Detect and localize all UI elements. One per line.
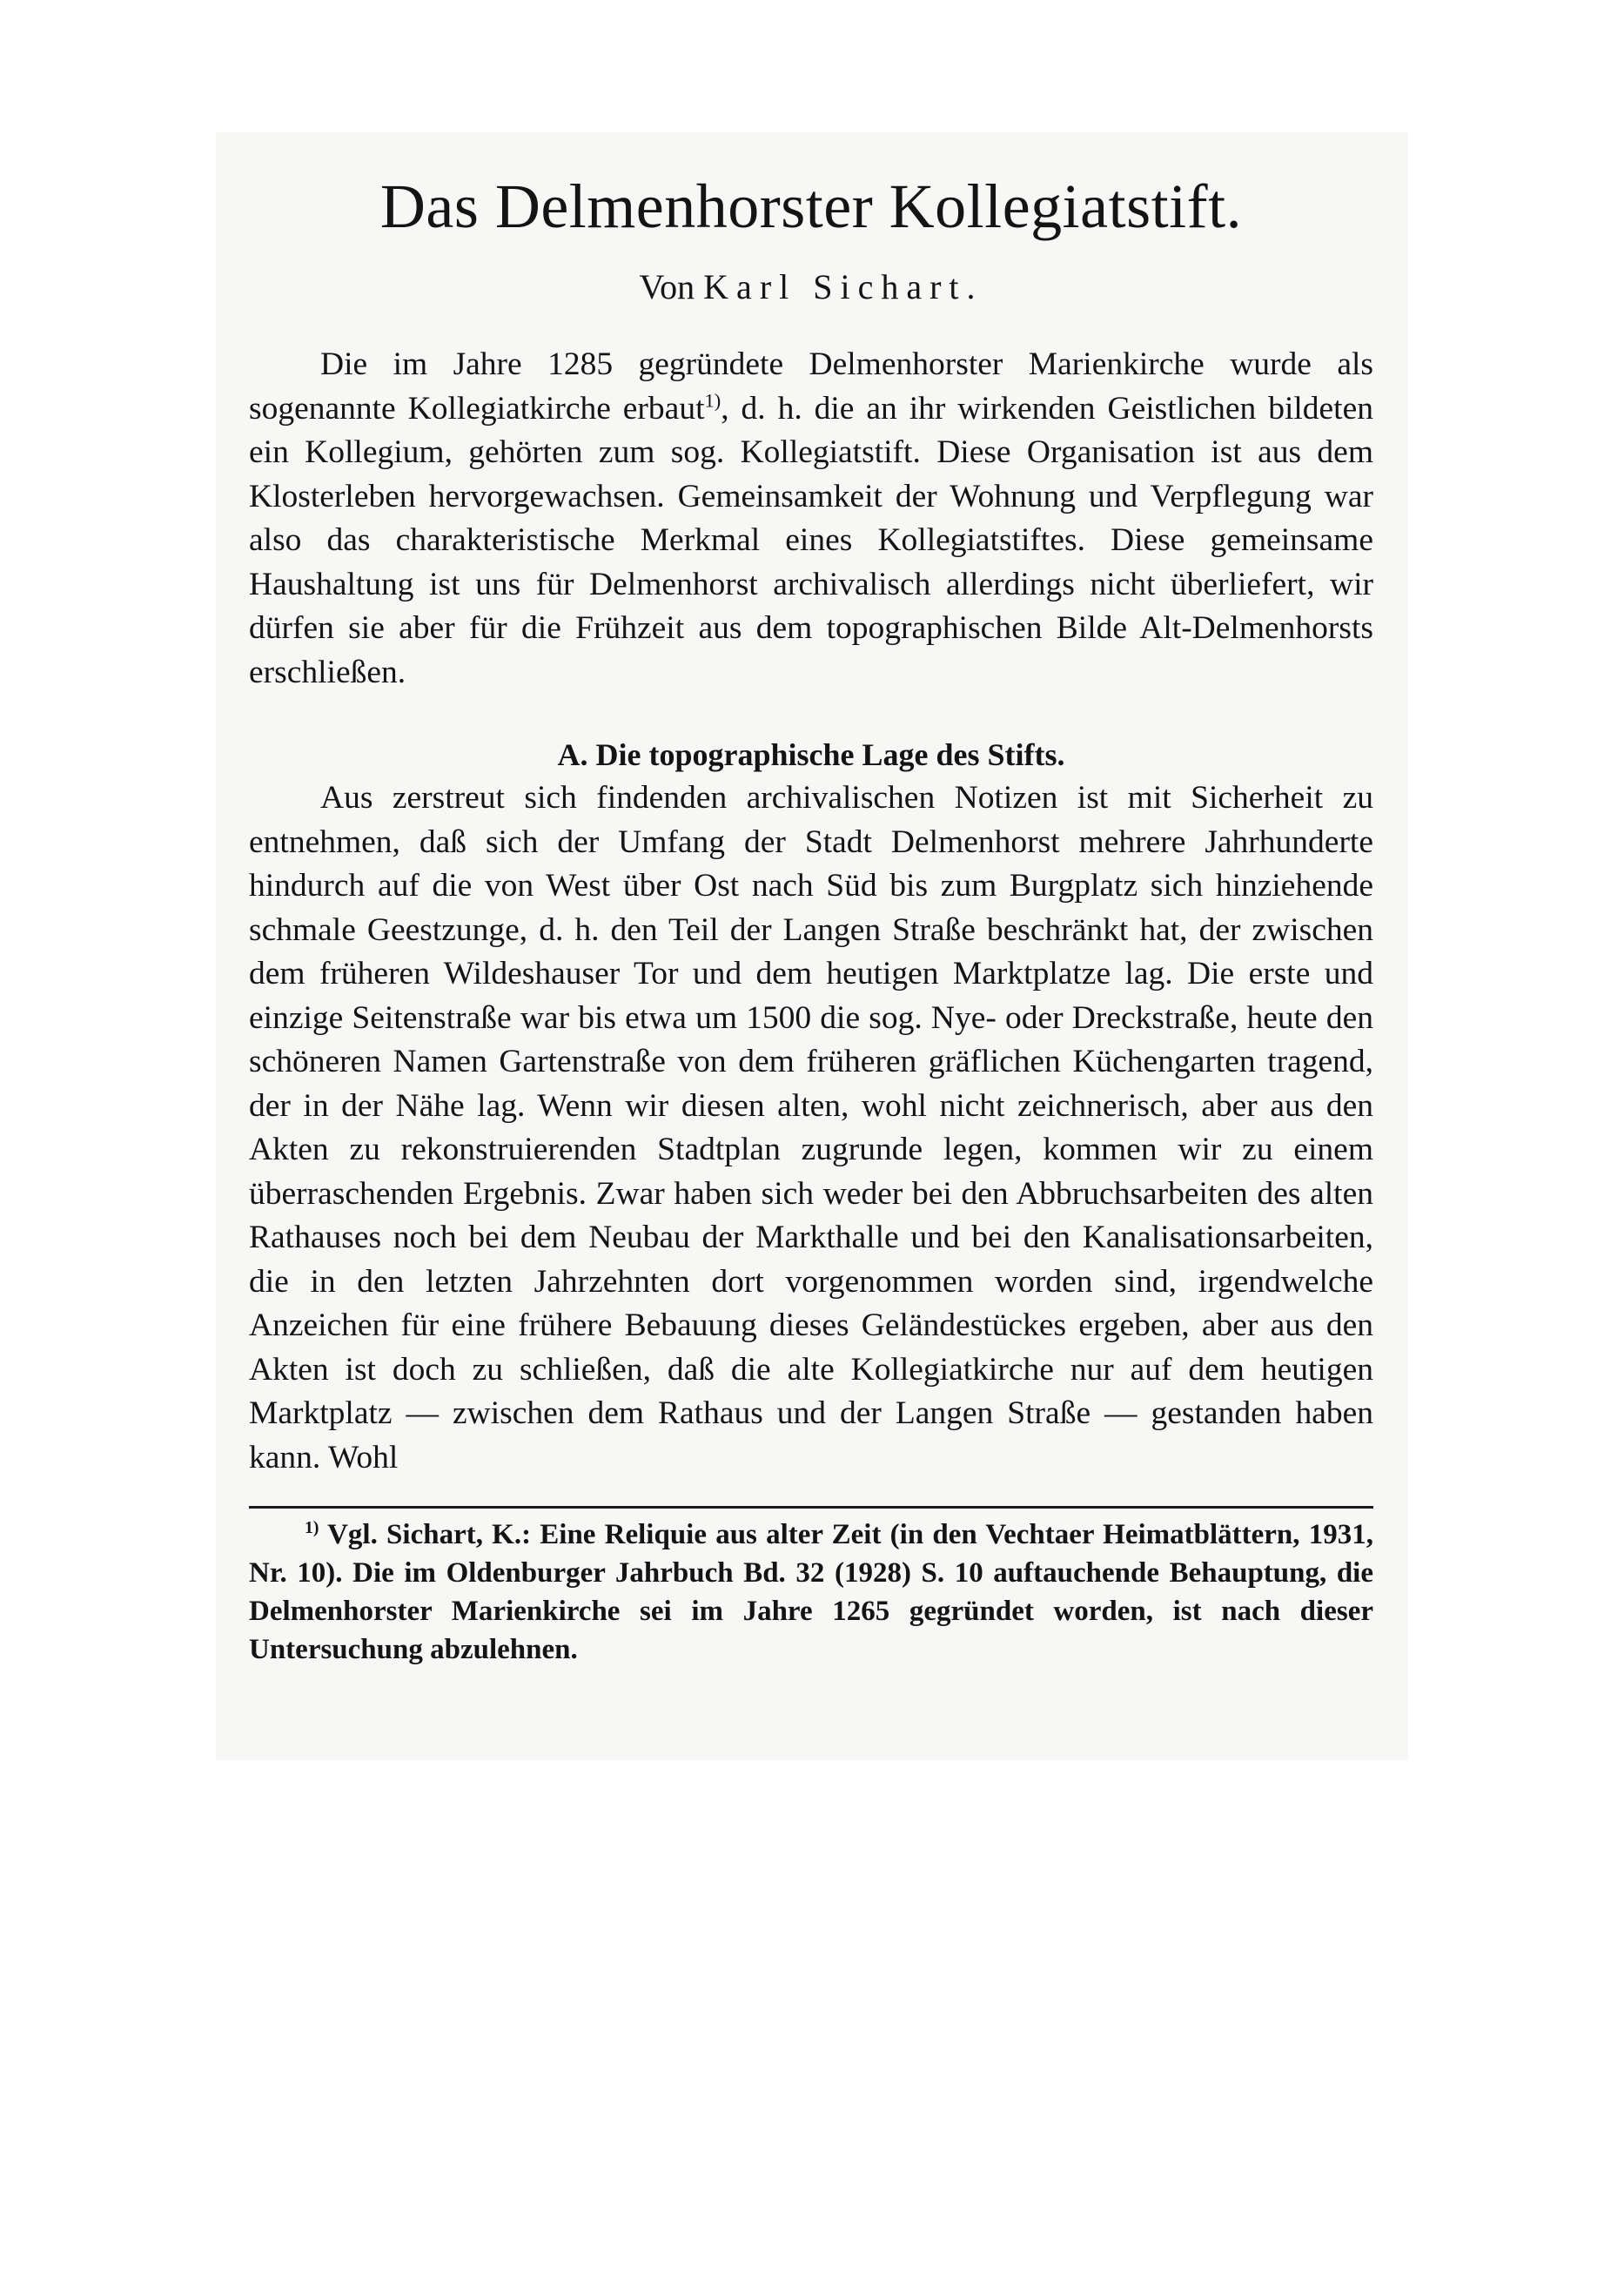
author-line: [249, 261, 1373, 313]
page-content: [249, 132, 1373, 1669]
section-heading: A. Die topographische Lage des Stifts.: [557, 737, 1065, 772]
author-name: Karl Sichart.: [703, 267, 983, 306]
article-title: Das Delmenhorster Kollegiatstift.: [379, 171, 1243, 241]
footnote: [249, 1516, 1373, 1669]
intro-text-end: , d. h. die an ihr wirkenden Geistlichen bildeten ein Kollegium, gehörten zum sog. Kollegiatstift. Diese Organisation ist aus dem Klosterleben hervorgewachsen. Gemeinsamkeit der Wohnung und Verpflegung war also das charakteristische Merkmal eines Kollegiatstiftes. Diese gemeinsame Haushaltung ist uns für Delmenhorst archivalisch allerdings nicht überliefert, wir dürfen sie aber für die Frühzeit aus dem topographischen Bilde Alt-Delmenhorsts erschließen.: [249, 390, 1373, 690]
intro-paragraph: [249, 343, 1373, 695]
footnote-marker: 1): [305, 1518, 319, 1537]
section-paragraph: Aus zerstreut sich findenden archivalischen Notizen ist mit Sicherheit zu entnehmen, daß sich der Umfang der Stadt Delmenhorst mehrere Jahrhunderte hindurch auf die von West über Ost nach Süd bis zum Burgplatz sich hinziehende schmale Geestzunge, d. h. den Teil der Langen Straße beschränkt hat, der zwischen dem früheren Wildeshauser Tor und dem heutigen Marktplatze lag. Die erste und einzige Seitenstraße war bis etwa um 1500 die sog. Nye- oder Dreckstraße, heute den schöneren Namen Gartenstraße von dem früheren gräflichen Küchengarten tragend, der in der Nähe lag. Wenn wir diesen alten, wohl nicht zeichnerisch, aber aus den Akten zu rekonstruierenden Stadtplan zugrunde legen, kommen wir zu einem überraschenden Ergebnis. Zwar haben sich weder bei den Abbruchsarbeiten des alten Rathauses noch bei dem Neubau der Markthalle und bei den Kanalisationsarbeiten, die in den letzten Jahrzehnten dort vorgenommen worden sind, irgendwelche Anzeichen für eine frühere Bebauung dieses Geländestückes ergeben, aber aus den Akten ist doch zu schließen, daß die alte Kollegiatkirche nur auf dem heutigen Marktplatz — zwischen dem Rathaus und der Langen Straße — gestanden haben kann. Wohl: [249, 780, 1373, 1475]
document-page: [216, 132, 1408, 1760]
footnote-reference: 1): [704, 389, 721, 411]
author-prefix: Von: [639, 267, 704, 306]
footnote-text: Vgl. Sichart, K.: Eine Reliquie aus alter Zeit (in den Vechtaer Heimatblättern, 1931, Nr. 10). Die im Oldenburger Jahrbuch Bd. 32 (1928) S. 10 auftauchende Behauptung, die Delmenhorster Marienkirche sei im Jahre 1265 gegründet worden, ist nach dieser Untersuchung abzulehnen.: [249, 1519, 1373, 1665]
footnote-divider: [249, 1506, 1373, 1509]
intro-text-start: Die im Jahre 1285 gegründete Delmenhorster Marienkirche wurde als sogenannte Kollegiatkirche erbaut: [249, 346, 1373, 427]
